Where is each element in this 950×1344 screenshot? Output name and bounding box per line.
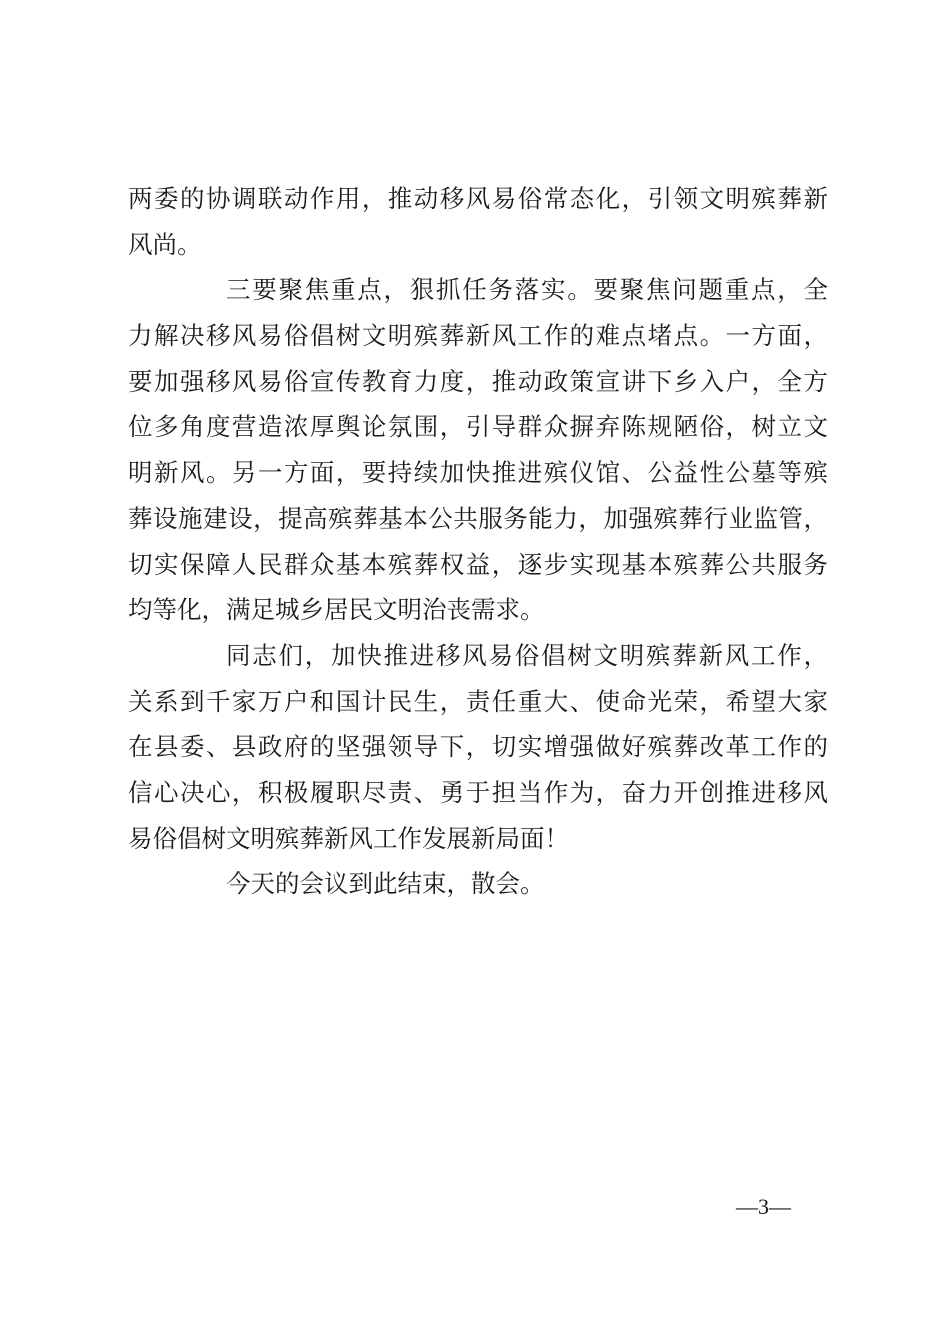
paragraph-4-line-1: 今天的会议到此结束，散会。 <box>226 869 545 899</box>
page-number: —3— <box>736 1194 791 1219</box>
paragraph-2-line-4: 位多角度营造浓厚舆论氛围，引导群众摒弃陈规陋俗，树立文 <box>128 412 828 442</box>
paragraph-3-line-3: 在县委、县政府的坚强领导下，切实增强做好殡葬改革工作的 <box>128 732 828 762</box>
paragraph-3-line-4: 信心决心，积极履职尽责、勇于担当作为，奋力开创推进移风 <box>128 777 828 807</box>
paragraph-3-line-5: 易俗倡树文明殡葬新风工作发展新局面！ <box>128 823 569 853</box>
paragraph-3-line-1: 同志们，加快推进移风易俗倡树文明殡葬新风工作， <box>226 640 828 670</box>
paragraph-2-line-8: 均等化，满足城乡居民文明治丧需求。 <box>128 595 545 625</box>
paragraph-2-line-2: 力解决移风易俗倡树文明殡葬新风工作的难点堵点。一方面， <box>128 321 828 351</box>
paragraph-2-line-3: 要加强移风易俗宣传教育力度，推动政策宣讲下乡入户，全方 <box>128 366 828 396</box>
paragraph-2-line-6: 葬设施建设，提高殡葬基本公共服务能力，加强殡葬行业监管， <box>128 503 828 533</box>
paragraph-2-line-1: 三要聚焦重点，狠抓任务落实。要聚焦问题重点，全 <box>226 275 828 305</box>
paragraph-1-line-1: 两委的协调联动作用，推动移风易俗常态化，引领文明殡葬新 <box>128 184 828 213</box>
paragraph-1-line-2: 风尚。 <box>128 229 202 259</box>
paragraph-2-line-5: 明新风。另一方面，要持续加快推进殡仪馆、公益性公墓等殡 <box>128 458 828 488</box>
body-text <box>128 176 828 907</box>
paragraph-2-line-7: 切实保障人民群众基本殡葬权益，逐步实现基本殡葬公共服务 <box>128 549 828 579</box>
paragraph-3-line-2: 关系到千家万户和国计民生，责任重大、使命光荣，希望大家 <box>128 686 828 716</box>
